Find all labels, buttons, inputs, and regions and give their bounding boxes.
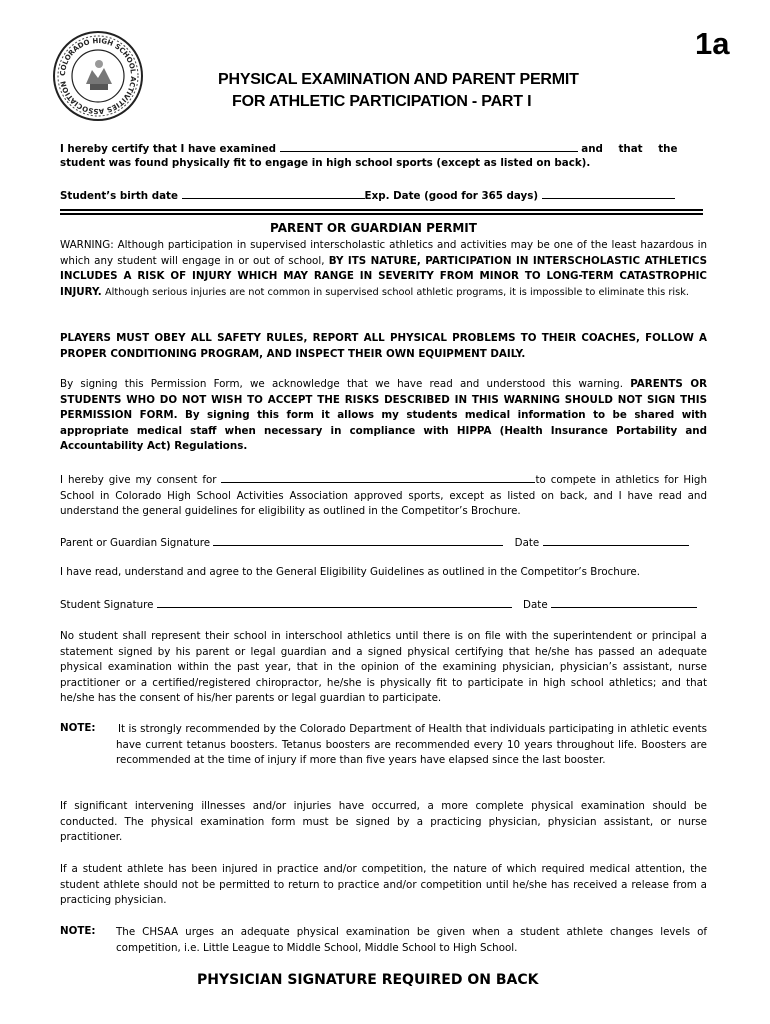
parent-signature-row: Parent or Guardian Signature Date (60, 535, 689, 549)
note2-label: NOTE: (60, 925, 96, 937)
birth-date-row: Student’s birth date Exp. Date (good for 365 days) (60, 188, 675, 202)
form-title-line2: FOR ATHLETIC PARTICIPATION - PART I (232, 93, 532, 110)
section-heading: PARENT OR GUARDIAN PERMIT (270, 221, 477, 235)
warning-paragraph: WARNING: Although participation in supervised interscholastic athletics and activities may be one of the least hazardous in which any student will engage in or out of school, BY ITS NATURE, PARTICIPATION IN INTERSCHOLASTIC ATHLETICS INCLUDES A RISK OF INJURY WHICH MAY RANGE IN SEVERITY FROM MINOR TO LONG-TERM CATASTROPHIC INJURY. Although serious injuries are not common in supervised school athletic programs, it is impossible to eliminate this risk. (60, 239, 707, 298)
note2-text: The CHSAA urges an adequate physical examination be given when a student athlete changes levels of competition, i.e. Little League to Middle School, Middle School to High School. (116, 926, 707, 954)
student-date-field[interactable] (551, 597, 697, 608)
signing-paragraph: By signing this Permission Form, we acknowledge that we have read and understood this warning. PARENTS OR STUDENTS WHO DO NOT WISH TO ACCEPT THE RISKS DESCRIBED IN THIS WARNING SHOULD NOT SIGN THIS PERMISSION FORM. By signing this form it allows my students medical information to be shared with appropriate medical staff when necessary in compliance with HIPPA (Health Insurance Portability and Accountability Act) Regulations. (60, 378, 708, 453)
svg-text:COLORADO HIGH SCHOOL ACTIVITIE: COLORADO HIGH SCHOOL ACTIVITIES ASSOCIATION (58, 36, 138, 116)
certify-line2: student was found physically fit to engage in high school sports (except as listed on back). (60, 157, 591, 169)
agree-statement: I have read, understand and agree to the General Eligibility Guidelines as outlined in the Competitor’s Brochure. (60, 566, 640, 578)
parent-date-field[interactable] (543, 535, 689, 546)
no-student-paragraph: No student shall represent their school in interschool athletics until there is on file with the superintendent or principal a statement signed by his parent or legal guardian and a signed physical certifying that he/she has passed an adequate physical examination within the past year, that in the opinion of the examining physician, physician’s assistant, nurse practitioner or a certified/registered chiropractor, he/she is physically fit to participate in high school athletics; and that he/she has the consent of his/her parents or legal guardian to participate. (60, 630, 707, 705)
consent-paragraph: I hereby give my consent for to compete in athletics for High School in Colorado High School Activities Association approved sports, except as listed on back, and I have read and understand the general guidelines for eligibility as outlined in the Competitor’s Brochure. (60, 474, 707, 518)
examinee-name-field[interactable] (280, 141, 578, 152)
divider-bottom (60, 213, 703, 215)
student-name-field[interactable] (221, 472, 535, 483)
student-signature-row: Student Signature Date (60, 597, 697, 611)
note1-label: NOTE: (60, 722, 96, 734)
players-paragraph: PLAYERS MUST OBEY ALL SAFETY RULES, REPORT ALL PHYSICAL PROBLEMS TO THEIR COACHES, FOLLOW A PROPER CONDITIONING PROGRAM, AND INSPECT THEIR OWN EQUIPMENT DAILY. (60, 332, 707, 360)
form-title-line1: PHYSICAL EXAMINATION AND PARENT PERMIT (218, 71, 579, 88)
form-number: 1a (695, 26, 730, 61)
certify-line: I hereby certify that I have examined and that the (60, 143, 678, 155)
injured-paragraph: If a student athlete has been injured in practice and/or competition, the nature of which required medical attention, the student athlete should not be permitted to return to practice and/or competition until he/she has received a release from a practicing physician. (60, 863, 707, 907)
intervening-paragraph: If significant intervening illnesses and/or injuries have occurred, a more complete physical examination should be conducted. The physical examination form must be signed by a practicing physician, physician assistant, or nurse practitioner. (60, 800, 707, 844)
footer-notice: PHYSICIAN SIGNATURE REQUIRED ON BACK (197, 972, 539, 988)
chsaa-seal-logo (52, 30, 144, 122)
student-signature-field[interactable] (157, 597, 512, 608)
birth-date-field[interactable] (182, 188, 365, 199)
note1-text: It is strongly recommended by the Colorado Department of Health that individuals participating in athletic events have current tetanus boosters. Tetanus boosters are recommended every 10 years throughout life. Boosters are recommended at the time of injury if more than five years have elapsed since the last booster. (116, 723, 707, 767)
parent-signature-field[interactable] (213, 535, 503, 546)
divider-top (60, 209, 703, 211)
exp-date-field[interactable] (542, 188, 675, 199)
